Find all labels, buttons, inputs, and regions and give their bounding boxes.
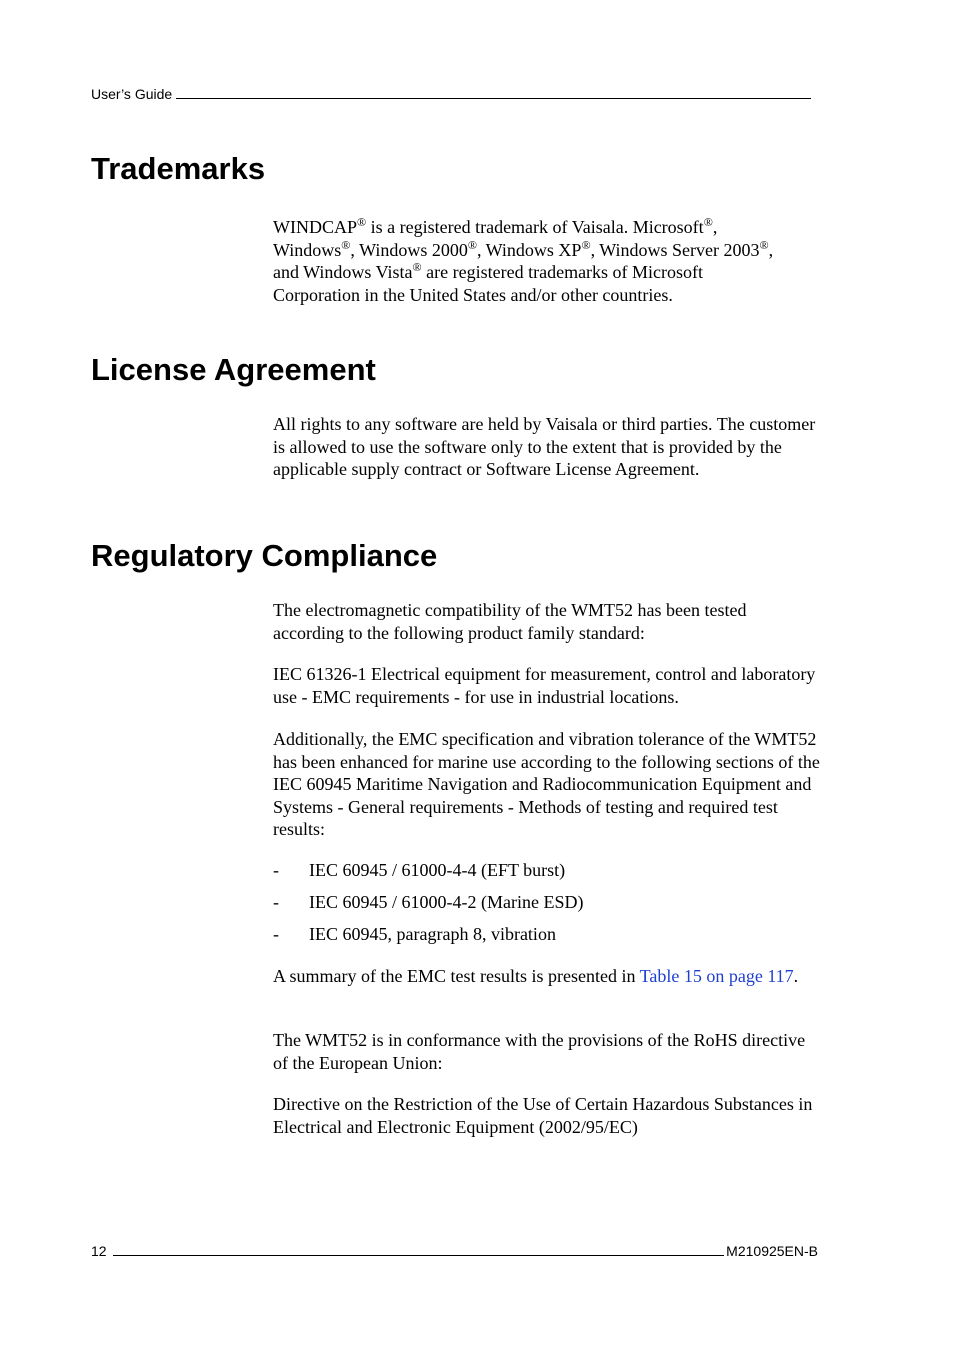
trademarks-heading: Trademarks: [91, 151, 266, 186]
regulatory-paragraph-3: Additionally, the EMC specification and vibration tolerance of the WMT52 has been enhanced for marine use according to the following sections of the IEC 60945 Maritime Navigation and Radiocommunication Equipment and Systems - General requirements - Methods of testing and required test results:: [273, 729, 820, 839]
regulatory-paragraph-2: IEC 61326-1 Electrical equipment for measurement, control and laboratory use - EMC requirements - for use in industrial locations.: [273, 664, 816, 707]
trademarks-text: WINDCAP® is a registered trademark of Vaisala. Microsoft®, Windows®, Windows 2000®, Windows XP®, Windows Server 2003®, and Windows Vista® are registered trademarks of Microsoft Corporation in the United States and/or other countries.: [273, 215, 774, 305]
page-footer: [91, 1243, 818, 1259]
header-title: User’s Guide: [91, 86, 173, 102]
regulatory-paragraph-1: The electromagnetic compatibility of the WMT52 has been tested according to the following product family standard:: [273, 600, 747, 643]
table-15-link[interactable]: Table 15 on page 117: [639, 966, 794, 986]
document-id: M210925EN-B: [726, 1243, 818, 1259]
page-header: [91, 86, 811, 102]
footer-rule: [113, 1243, 725, 1256]
header-rule: [176, 86, 811, 99]
regulatory-paragraph-5: The WMT52 is in conformance with the provisions of the RoHS directive of the European Union:: [273, 1030, 806, 1073]
license-heading: License Agreement: [91, 352, 376, 387]
list-item: - IEC 60945 / 61000-4-4 (EFT burst): [273, 860, 566, 880]
license-text: All rights to any software are held by Vaisala or third parties. The customer is allowed to use the software only to the extent that is provided by the applicable supply contract or Software License Agreement.: [273, 414, 816, 479]
page-number: 12: [91, 1243, 107, 1259]
list-item: - IEC 60945 / 61000-4-2 (Marine ESD): [273, 892, 584, 912]
regulatory-paragraph-4: A summary of the EMC test results is presented in Table 15 on page 117.: [273, 966, 799, 986]
regulatory-paragraph-6: Directive on the Restriction of the Use of Certain Hazardous Substances in Electrical and Electronic Equipment (2002/95/EC): [273, 1094, 813, 1137]
list-item: - IEC 60945, paragraph 8, vibration: [273, 924, 556, 944]
regulatory-heading: Regulatory Compliance: [91, 538, 438, 573]
